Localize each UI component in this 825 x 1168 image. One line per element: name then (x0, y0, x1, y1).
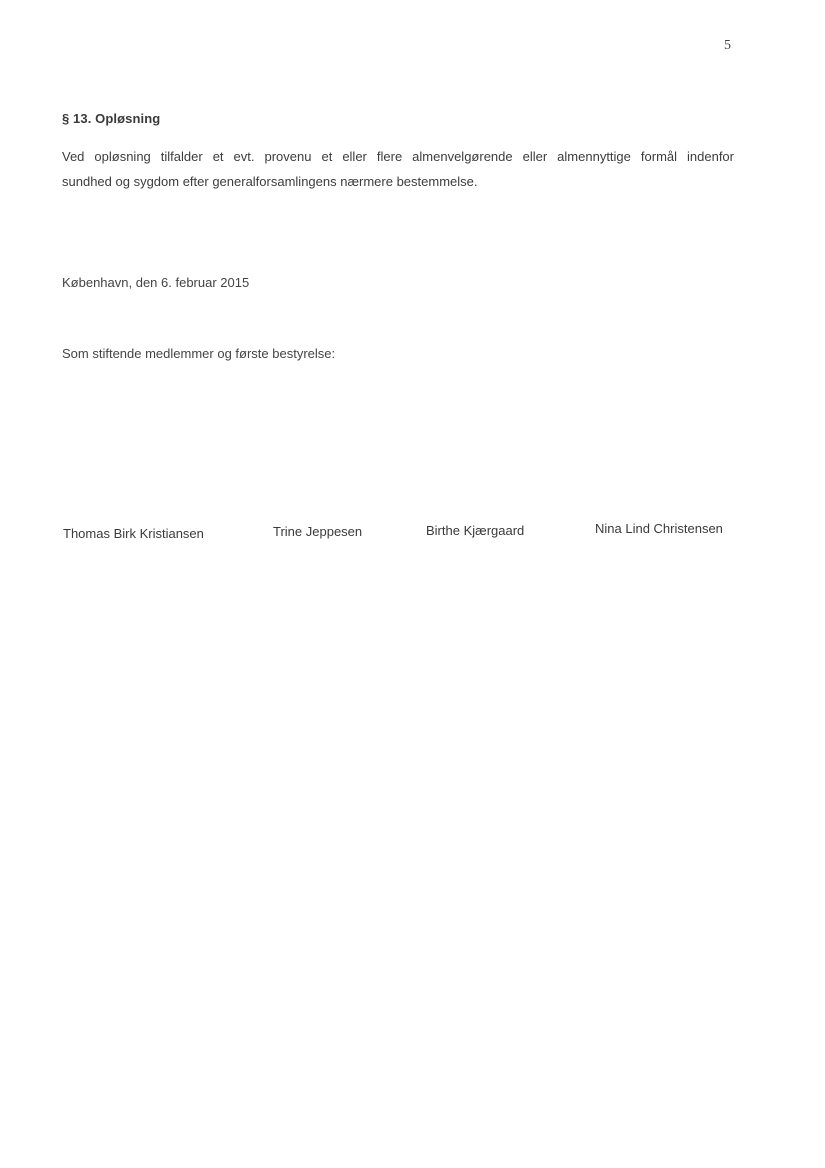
signatory-name: Thomas Birk Kristiansen (63, 526, 204, 541)
section-paragraph (62, 144, 734, 194)
page-number: 5 (724, 38, 731, 53)
signatory-name: Trine Jeppesen (273, 524, 363, 539)
signatory-name: Birthe Kjærgaard (426, 523, 525, 538)
section-heading: § 13. Opløsning (62, 111, 161, 126)
signatory-name: Nina Lind Christensen (595, 521, 723, 536)
founders-intro: Som stiftende medlemmer og første bestyrelse: (62, 346, 336, 361)
paragraph-line: sundhed og sygdom efter generalforsamlingens nærmere bestemmelse. (62, 174, 478, 189)
place-date: København, den 6. februar 2015 (62, 275, 250, 290)
paragraph-line: Ved opløsning tilfalder et evt. provenu et eller flere almenvelgørende eller almennyttige formål indenfor (62, 149, 734, 164)
